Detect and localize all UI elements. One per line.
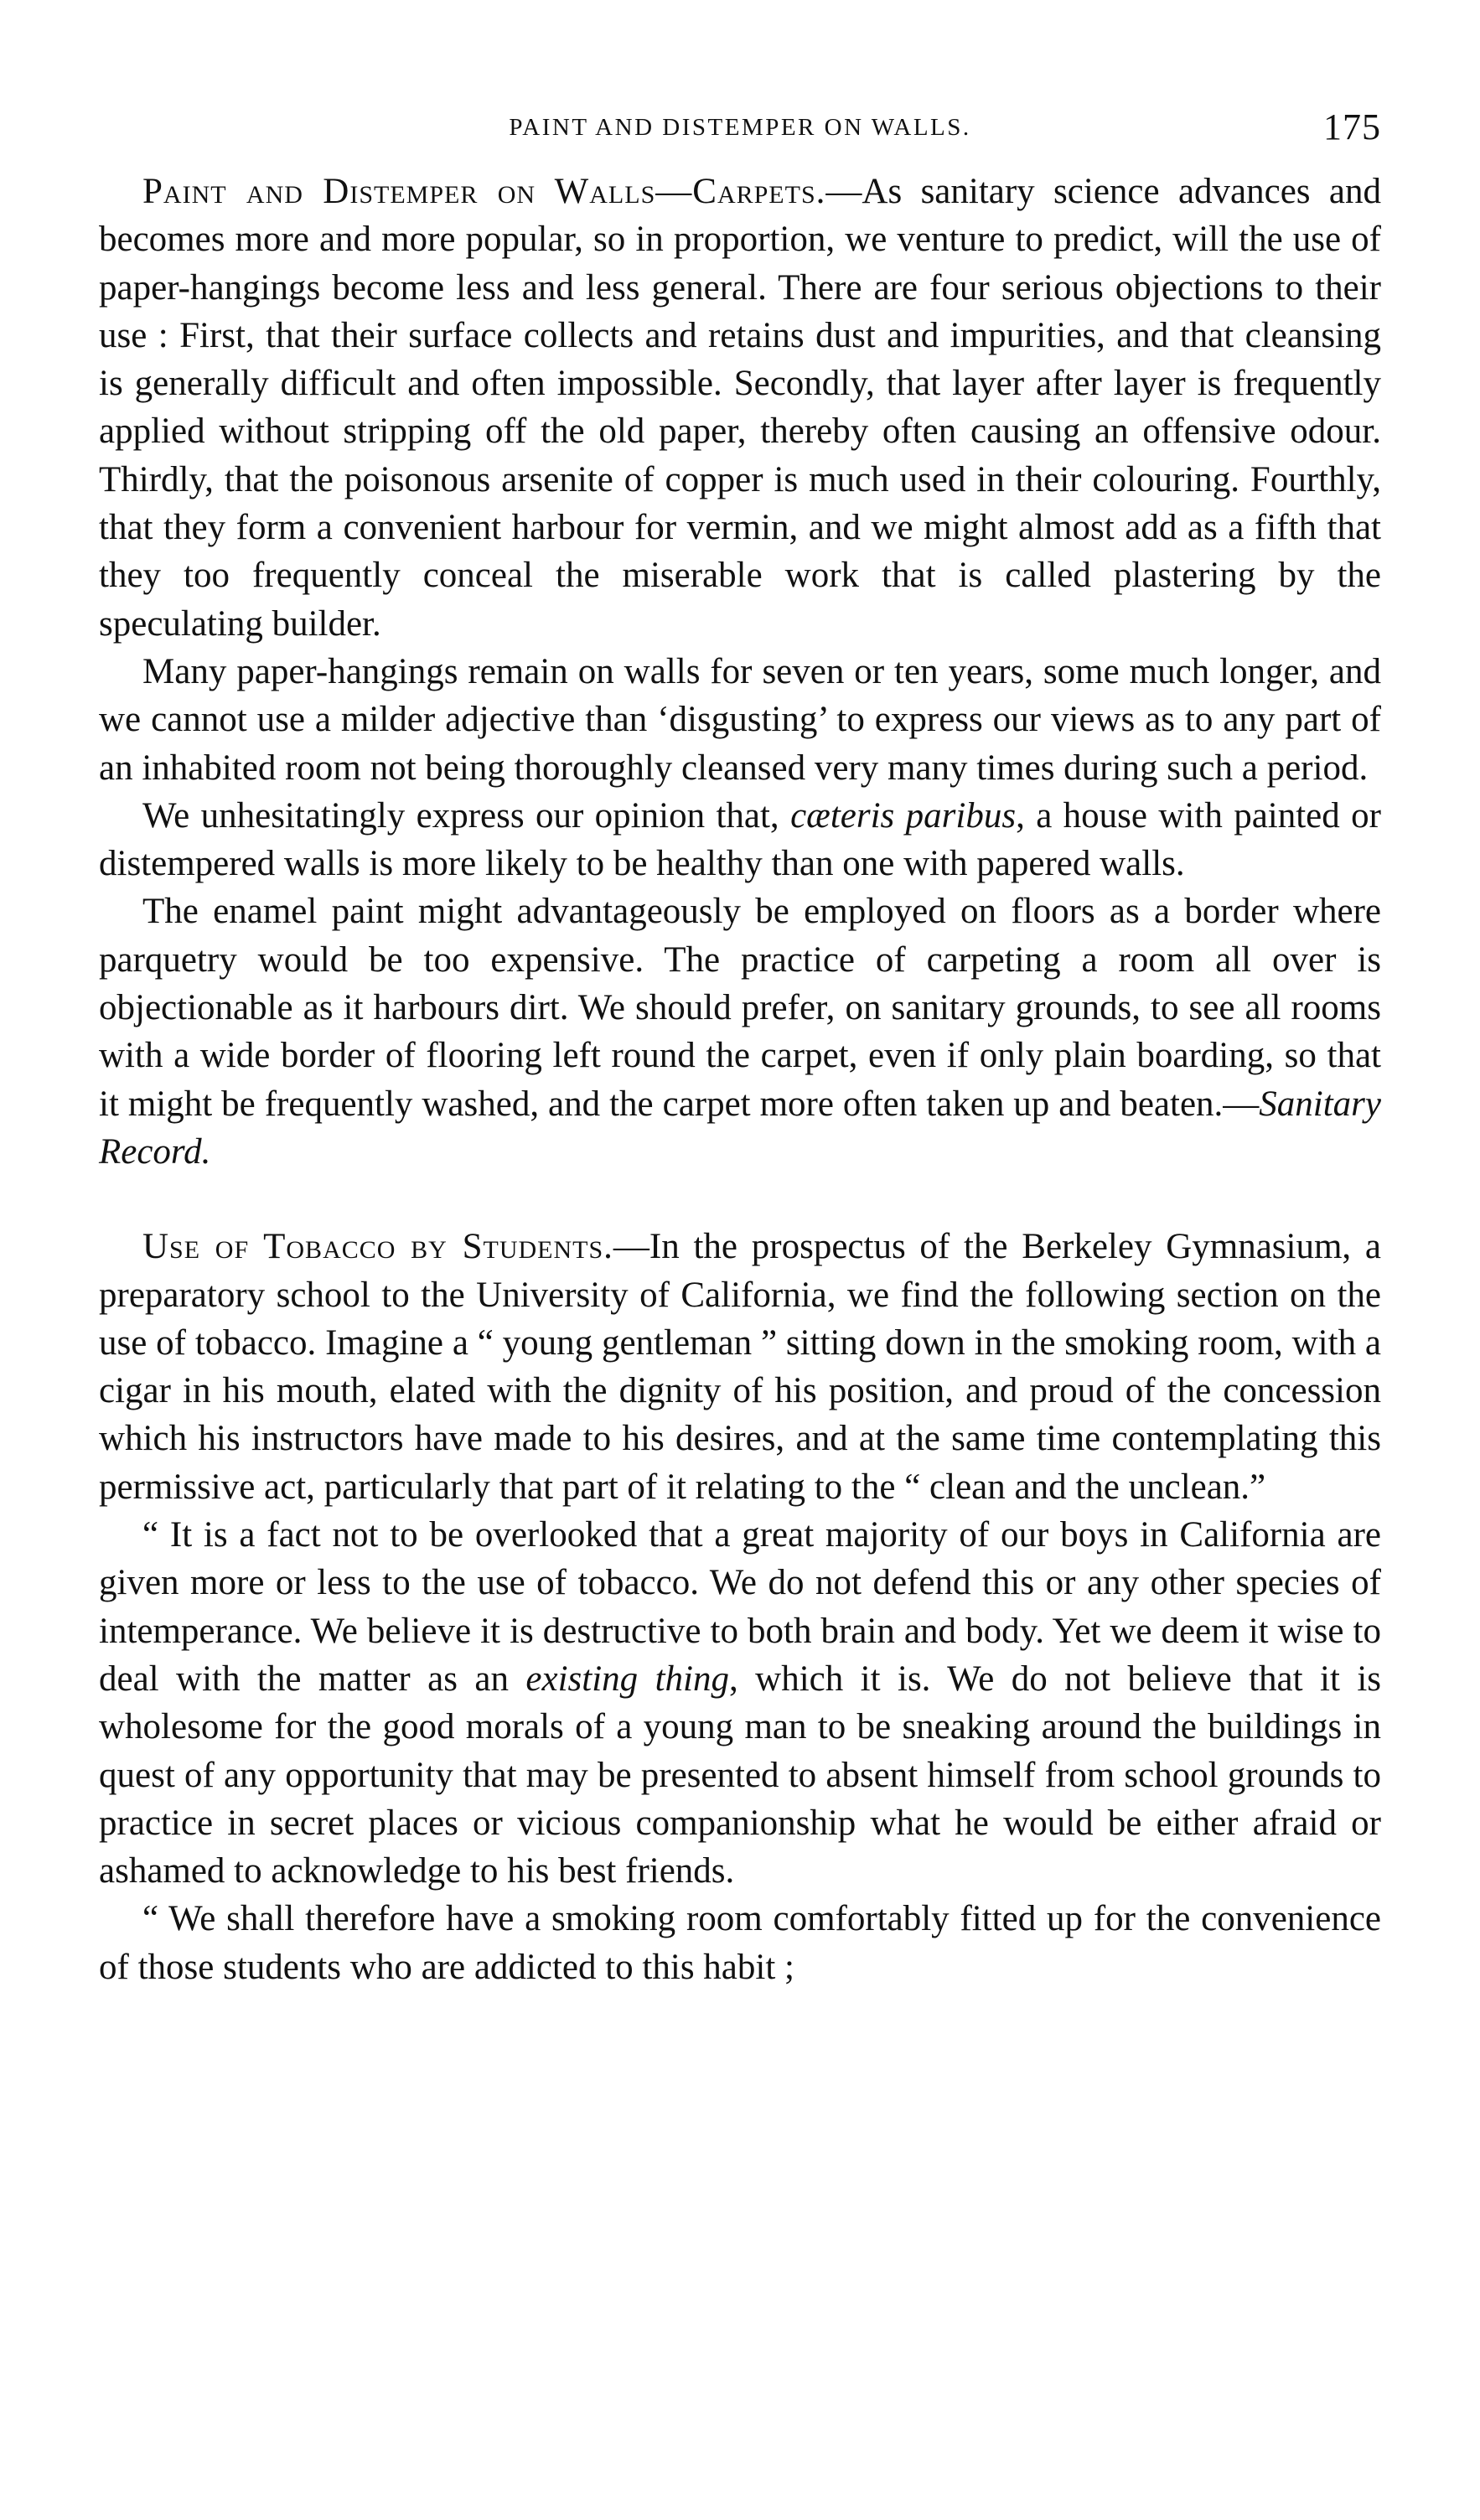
paragraph-text: , which it is. We do not believe that it is wholesome for the good morals of a young man to be sneaking around the buildings in quest of any opportunity that may be presented to absent himself from school grounds to practice in secret places or vicious companionship what he would be either afraid or ashamed to acknowledge to his best friends. (99, 1658, 1382, 1891)
article-heading: Paint and Distemper on Walls—Carpets. (142, 172, 826, 211)
paragraph-text: “ It is a fact not to be overlooked that a great majority of our boys in California are given more or less to the use of tobacco. We do not defend this or any other species of intemperance. We believe it is destructive to both brain and body. Yet we deem it wise to deal with the matter as an (99, 1515, 1381, 1699)
running-title: PAINT AND DISTEMPER ON WALLS. (509, 114, 971, 141)
italic-phrase: existing thing (525, 1658, 729, 1699)
paragraph-text: —As sanitary science advances and becomes more and more popular, so in proportion, we venture to predict, will the use of paper-hangings become less and less general. There are four serious objections to their use : First, that their surface collects and retains dust and impurities, and that cleansing is generally difficult and often impossible. Secondly, that layer after layer is frequently applied without stripping off the old paper, thereby often causing an offensive odour. Thirdly, that the poisonous arsenite of copper is much used in their colouring. Fourthly, that they form a convenient harbour for vermin, and we might almost add as a fifth that they too frequently conceal the miserable work that is called plastering by the speculating builder. (99, 172, 1381, 644)
paragraph (99, 792, 1381, 888)
article-paint-and-distemper (99, 168, 1381, 1176)
paragraph: Many paper-hangings remain on walls for seven or ten years, some much longer, and we cannot use a milder adjective than ‘disgusting’ to express our views as to any part of an inhabited room not being thoroughly cleansed very many times during such a period. (99, 651, 1381, 788)
paragraph (99, 168, 1381, 648)
article-tobacco-students (99, 1223, 1381, 1991)
running-header (99, 101, 1381, 168)
paragraph (99, 887, 1381, 1176)
paragraph-text: , a house with painted or distempered walls is more likely to be healthy than one with papered walls. (99, 795, 1381, 884)
paragraph-text: We unhesitatingly express our opinion that, (142, 795, 791, 836)
italic-phrase: cæteris paribus (790, 795, 1017, 836)
article-heading: Use of Tobacco by Students. (142, 1227, 613, 1267)
paragraph: “ We shall therefore have a smoking room comfortably fitted up for the convenience of those students who are addicted to this habit ; (99, 1899, 1381, 1987)
article-separator (99, 1176, 1381, 1223)
paragraph-text: The enamel paint might advantageously be employed on floors as a border where parquetry would be too expensive. The practice of carpeting a room all over is objectionable as it harbours dirt. We should prefer, on sanitary grounds, to see all rooms with a wide border of flooring left round the carpet, even if only plain boarding, so that it might be frequently washed, and the carpet more often taken up and beaten.— (99, 892, 1381, 1124)
paragraph-text: —In the prospectus of the Berkeley Gymnasium, a preparatory school to the University of California, we find the following section on the use of tobacco. Imagine a “ young gentleman ” sitting down in the smoking room, with a cigar in his mouth, elated with the dignity of his position, and proud of the concession which his instructors have made to his desires, and at the same time contemplating this permissive act, particularly that part of it relating to the “ clean and the unclean.” (99, 1227, 1382, 1507)
paragraph (99, 1511, 1381, 1895)
book-page (99, 101, 1381, 1991)
source-citation: Sanitary Record. (99, 1084, 1381, 1172)
page-number: 175 (1323, 106, 1381, 147)
paragraph (99, 1223, 1381, 1511)
